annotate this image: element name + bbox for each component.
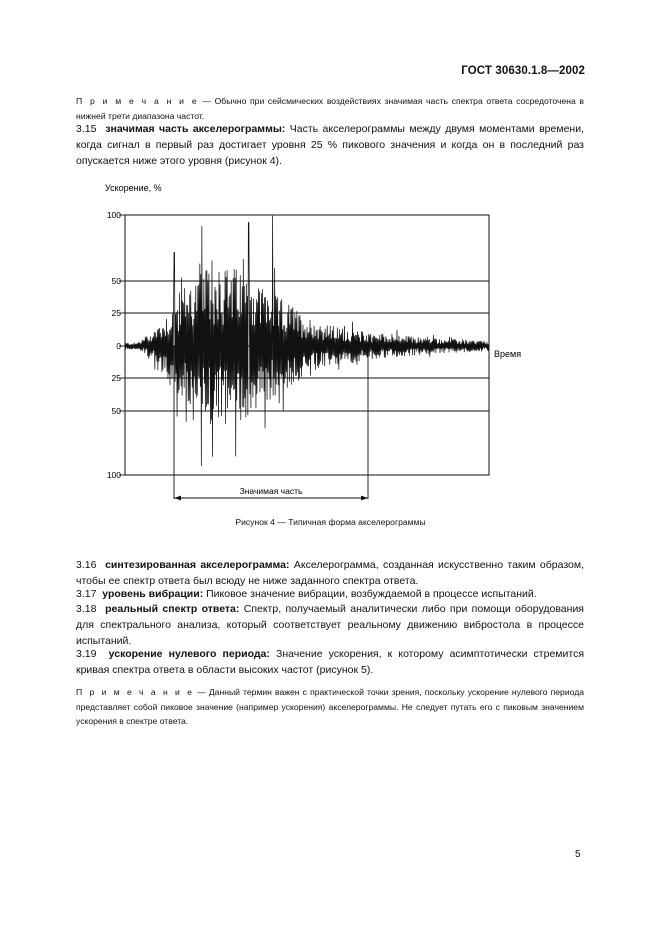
note-label: П р и м е ч а н и е <box>76 687 195 697</box>
note-text: — Обычно при сейсмических воздействиях значимая часть спектра ответа сосредоточена в нижней трети диапазона частот. <box>76 96 585 121</box>
clause-number: 3.18 <box>76 603 97 615</box>
clause-number: 3.19 <box>76 648 97 660</box>
x-axis-label: Время <box>494 349 522 359</box>
note-2 <box>76 685 584 729</box>
defined-term: ускорение нулевого периода: <box>108 648 270 660</box>
y-tick-label-minus-100: 100 <box>106 470 121 480</box>
clause-number: 3.16 <box>76 559 97 571</box>
defined-term: реальный спектр ответа: <box>105 603 240 615</box>
clause-number: 3.15 <box>76 123 97 135</box>
definition-3-15 <box>76 122 584 169</box>
y-tick-label-25: 25 <box>111 308 121 318</box>
y-tick-label-100: 100 <box>106 210 121 220</box>
page-number: 5 <box>575 849 581 860</box>
document-header: ГОСТ 30630.1.8—2002 <box>461 65 585 77</box>
definition-text: Спектр, получаемый аналитически либо при помощи оборудования для спектрального анализа, который соответствует реальному движению вибростола в процессе испытаний. <box>76 603 584 647</box>
clause-number: 3.17 <box>76 588 97 600</box>
y-tick-label-minus-25: 25 <box>111 373 121 383</box>
definition-3-16 <box>76 558 584 590</box>
significant-part-label: Значимая часть <box>239 486 303 496</box>
accelerogram-figure <box>0 180 661 520</box>
span-arrow-left <box>174 496 181 501</box>
note-text: — Данный термин важен с практической точки зрения, поскольку ускорение нулевого периода представляет собой пиковое значение (например ускорения) акселерограммы. Не следует путать его с пиковым значением ускорения в спектре ответа. <box>76 687 584 726</box>
defined-term: значимая часть акселерограммы: <box>105 123 286 135</box>
definition-3-19 <box>76 647 584 679</box>
definition-text: Акселерограмма, созданная искусственно таким образом, чтобы ее спектр ответа был всюду не ниже заданного спектра ответа. <box>76 559 584 587</box>
note-1 <box>76 94 584 123</box>
y-tick-label-0: 0 <box>116 341 121 351</box>
y-tick-label-50: 50 <box>111 276 121 286</box>
definition-3-17 <box>76 587 584 603</box>
defined-term: синтезированная акселерограмма: <box>105 559 290 571</box>
figure-caption: Рисунок 4 — Типичная форма акселерограммы <box>235 517 426 527</box>
definition-text: Значение ускорения, к которому асимптотически стремится кривая спектра ответа в области высоких частот (рисунок 5). <box>76 648 585 676</box>
accelerogram-trace <box>125 216 489 466</box>
y-tick-label-minus-50: 50 <box>111 406 121 416</box>
y-axis-label: Ускорение, % <box>105 183 162 193</box>
span-arrow-right <box>361 496 368 501</box>
definition-text: Пиковое значение вибрации, возбуждаемой в процессе испытаний. <box>206 588 537 600</box>
defined-term: уровень вибрации: <box>102 588 204 600</box>
definition-3-18 <box>76 602 584 649</box>
note-label: П р и м е ч а н и е <box>76 96 199 106</box>
definition-text: Часть акселерограммы между двумя моментами времени, когда сигнал в первый раз достигает уровня 25 % пикового значения и когда он в последний раз опускается ниже этого уровня (рисунок 4). <box>76 123 584 167</box>
